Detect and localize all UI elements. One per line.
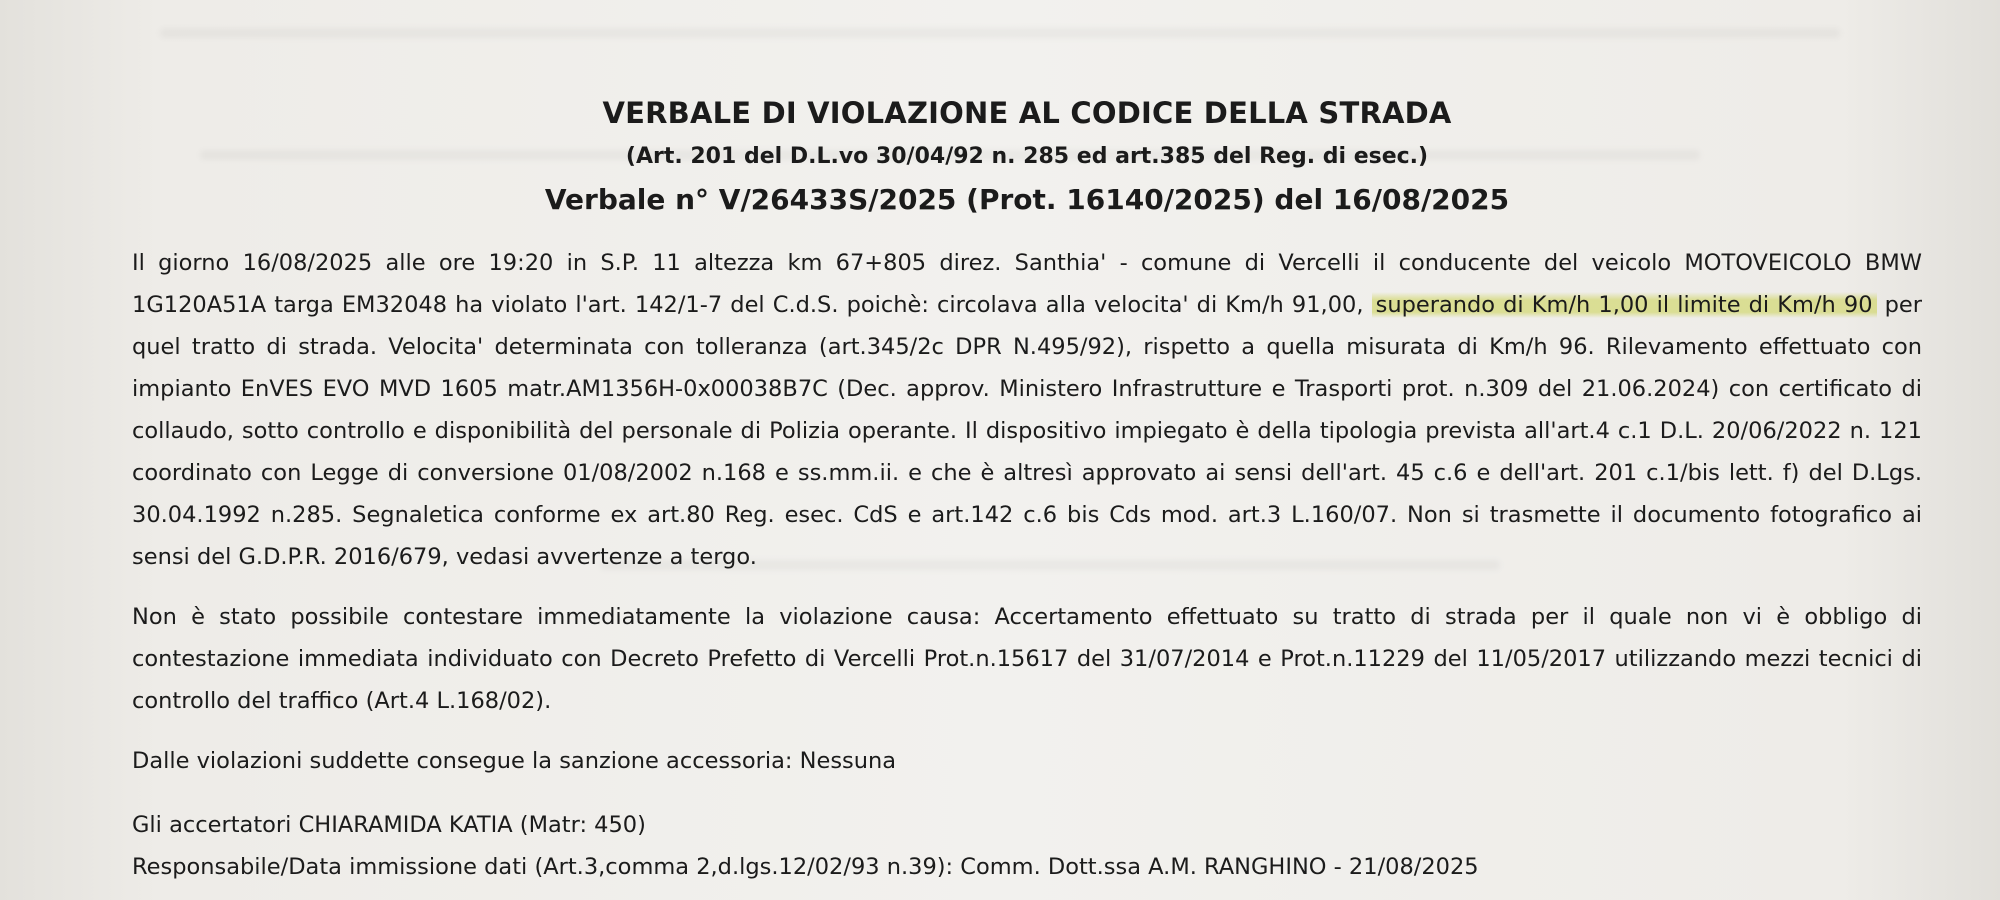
violation-description	[132, 242, 1922, 578]
officers: Gli accertatori CHIARAMIDA KATIA (Matr: 450)	[132, 812, 646, 838]
contestation-note: Non è stato possibile contestare immediatamente la violazione causa: Accertamento effettuato su tratto di strada per il quale non vi è obbligo di contestazione immediata individuato con Decreto Prefetto di Vercelli Prot.n.15617 del 31/07/2014 e Prot.n.11229 del 11/05/2017 utilizzando mezzi tecnici di controllo del traffico (Art.4 L.168/02).	[132, 604, 1922, 714]
document-title: VERBALE DI VIOLAZIONE AL CODICE DELLA STRADA	[602, 96, 1452, 130]
accessory-sanction: Dalle violazioni suddette consegue la sanzione accessoria: Nessuna	[132, 748, 897, 774]
violation-text-start: Il giorno 16/08/2025 alle ore 19:20 in S.P. 11 altezza km 67+805 direz. Santhia' - comune di Vercelli il conducente del veicolo MOTOVEICOLO BMW 1G120A51A targa EM32048 ha violato l'art. 142/1-7 del C.d.S. poichè: circolava alla velocita' di Km/h 91,00,	[132, 250, 1922, 318]
data-responsible: Responsabile/Data immissione dati (Art.3,comma 2,d.lgs.12/02/93 n.39): Comm. Dott.ssa A.M. RANGHINO - 21/08/2025	[132, 854, 1479, 880]
legal-reference: (Art. 201 del D.L.vo 30/04/92 n. 285 ed art.385 del Reg. di esec.)	[625, 144, 1429, 169]
document-body	[132, 96, 1922, 888]
violation-text-end: per quel tratto di strada. Velocita' determinata con tolleranza (art.345/2c DPR N.495/92), rispetto a quella misurata di Km/h 96. Rilevamento effettuato con impianto EnVES EVO MVD 1605 matr.AM1356H-0x00038B7C (Dec. approv. Ministero Infrastrutture e Trasporti prot. n.309 del 21.06.2024) con certificato di collaudo, sotto controllo e disponibilità del personale di Polizia operante. Il dispositivo impiegato è della tipologia prevista all'art.4 c.1 D.L. 20/06/2022 n. 121 coordinato con Legge di conversione 01/08/2002 n.168 e ss.mm.ii. e che è altresì approvato ai sensi dell'art. 45 c.6 e dell'art. 201 c.1/bis lett. f) del D.Lgs. 30.04.1992 n.285. Segnaletica conforme ex art.80 Reg. esec. CdS e art.142 c.6 bis Cds mod. art.3 L.160/07. Non si trasmette il documento fotografico ai sensi del G.D.P.R. 2016/679, vedasi avvertenze a tergo.	[132, 292, 1922, 570]
report-number: Verbale n° V/26433S/2025 (Prot. 16140/2025) del 16/08/2025	[544, 183, 1510, 216]
highlighted-speed-excess: superando di Km/h 1,00 il limite di Km/h 90	[1372, 292, 1877, 318]
show-through-text	[160, 28, 1840, 38]
